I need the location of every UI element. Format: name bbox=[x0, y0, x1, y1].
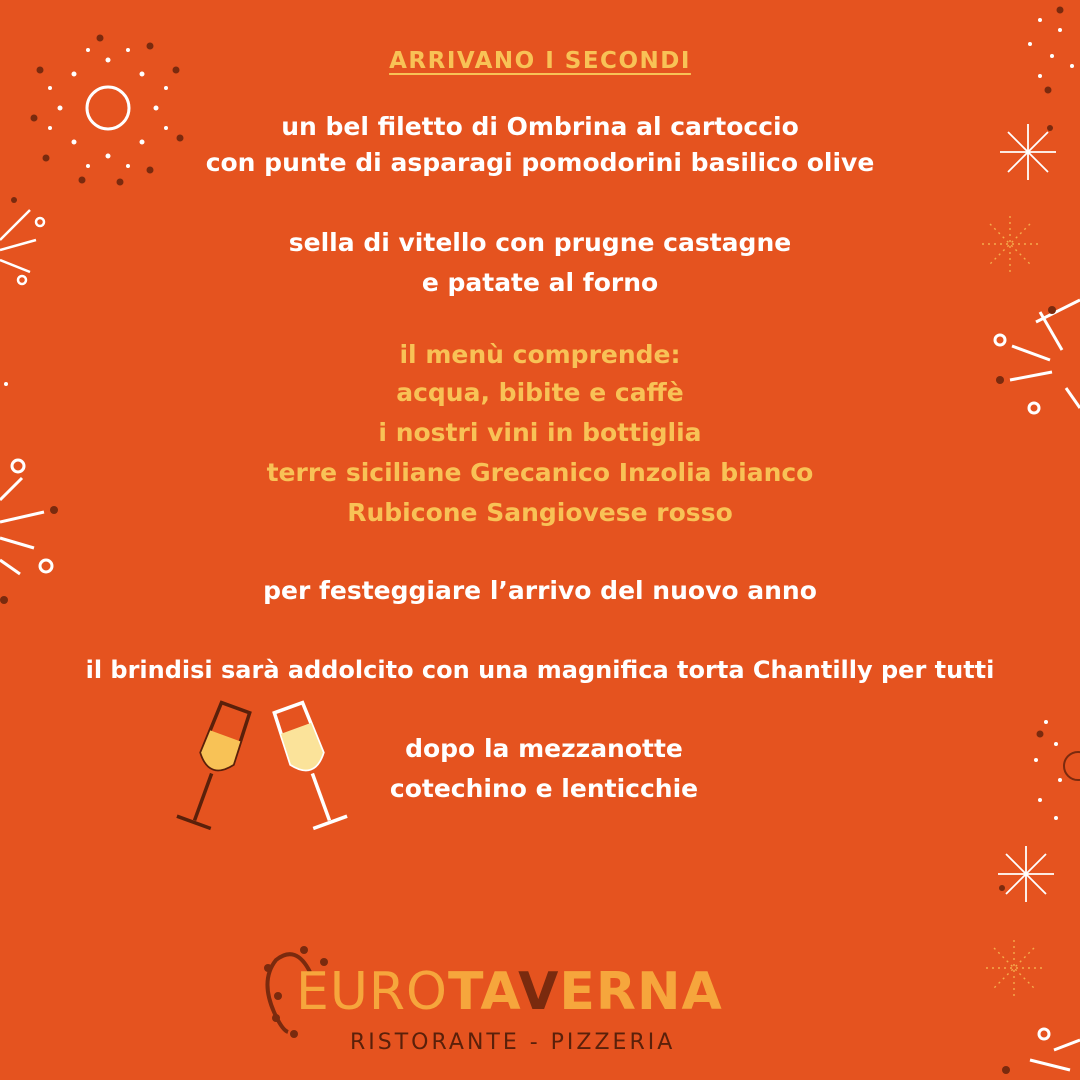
menu-includes-item: i nostri vini in bottiglia bbox=[378, 418, 702, 447]
firework-icon bbox=[1034, 720, 1080, 820]
celebration-line: per festeggiare l’arrivo del nuovo anno bbox=[263, 576, 817, 605]
after-midnight-line: cotechino e lenticchie bbox=[389, 774, 699, 803]
champagne-glasses-icon bbox=[177, 702, 347, 829]
logo-ta: TA bbox=[447, 962, 519, 1022]
firework-icon bbox=[986, 940, 1042, 996]
firework-icon bbox=[1002, 1029, 1080, 1074]
logo-rna: ERNA bbox=[559, 962, 723, 1022]
dish-line: e patate al forno bbox=[421, 268, 659, 297]
after-midnight-line: dopo la mezzanotte bbox=[405, 734, 683, 763]
menu-includes-item: terre siciliane Grecanico Inzolia bianco bbox=[266, 458, 814, 487]
menu-includes-item: acqua, bibite e caffè bbox=[396, 378, 684, 407]
logo-v: V bbox=[518, 962, 560, 1022]
menu-includes-title: il menù comprende: bbox=[399, 340, 681, 369]
dish-line: sella di vitello con prugne castagne bbox=[288, 228, 792, 257]
logo-euro: EURO bbox=[296, 962, 448, 1022]
celebration-line: il brindisi sarà addolcito con una magnifica torta Chantilly per tutti bbox=[85, 656, 995, 684]
menu-includes-item: Rubicone Sangiovese rosso bbox=[347, 498, 733, 527]
section-heading: ARRIVANO I SECONDI bbox=[389, 48, 691, 74]
logo-wordmark bbox=[296, 962, 723, 1022]
logo-subtitle: RISTORANTE - PIZZERIA bbox=[350, 1030, 676, 1055]
firework-icon bbox=[998, 846, 1054, 902]
dish-line: un bel filetto di Ombrina al cartoccio bbox=[281, 112, 799, 141]
dish-line: con punte di asparagi pomodorini basilico olive bbox=[205, 148, 875, 177]
